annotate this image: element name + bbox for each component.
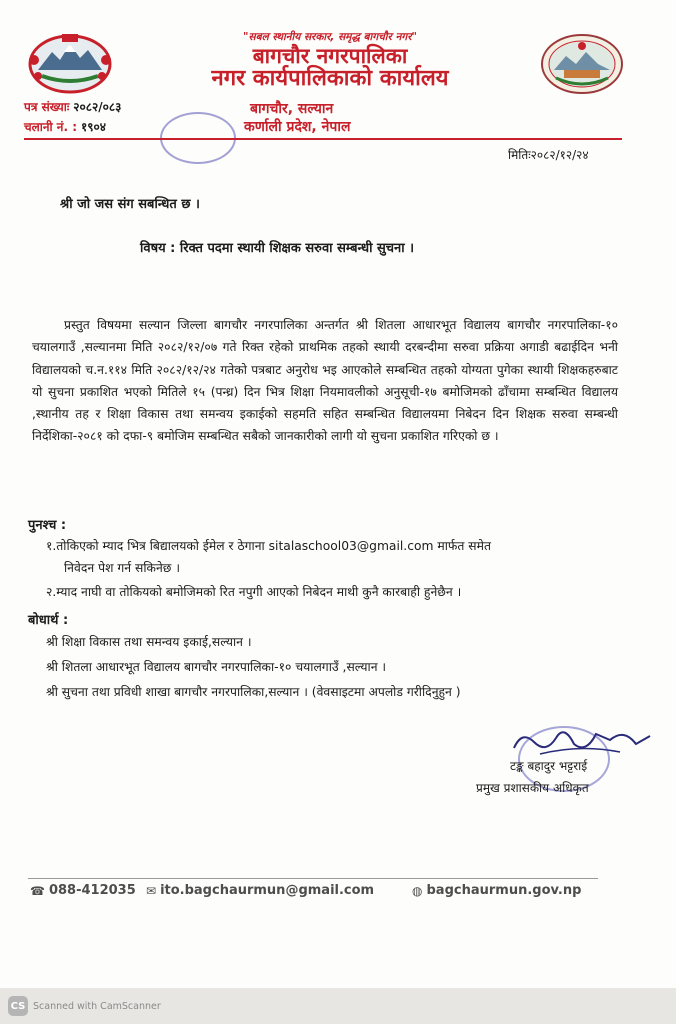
header-divider (24, 138, 622, 140)
footer-website: ◍ bagchaurmun.gov.np (412, 883, 582, 898)
reference-label: पत्र संख्याः (24, 100, 70, 114)
signatory-name: टङ्क बहादुर भट्टराई (510, 759, 588, 773)
reference-value: २०८२/०८३ (73, 100, 122, 114)
cc-label: बोधार्थ : (28, 613, 69, 628)
letter-body-text: प्रस्तुत विषयमा सल्यान जिल्ला बागचौर नगरपालिका अन्तर्गत श्री शितला आधारभूत विद्यालय बागचौर नगरपालिका-१० चयालगाउँ ,सल्यानमा मिति २०८२/१२/०७ गते रिक्त रहेको प्राथमिक तहको स्थायी दरबन्दीमा सरुवा प्रक्रिया अगाडी बढाईदिन भनी विद्यालयको च.न.११४ मिति २०८२/१२/२४ गतेको पत्रबाट अनुरोध भइ आएकोले सम्बन्धित तहको योग्यता पुगेका स्थायी शिक्षकहरुबाट यो सुचना प्रकाशित भएको मितिले १५ (पन्ध्र) दिन भित्र शिक्षा नियमावलीको अनुसूची-१७ बमोजिमको ढाँचामा सम्बन्धित विद्यालय ,स्थानीय तह र शिक्षा विकास तथा समन्वय इकाईको सहमति सहित सम्बन्धित विद्यालयमा निबेदन दिन शिक्षक सरुवा सम्बन्धी निर्देशिका-२०८१ को दफा-९ बमोजिम सम्बन्धित सबैको जानकारीको लागी यो सुचना प्रकाशित गरिएको छ । (32, 318, 618, 444)
cc-item: श्री शिक्षा विकास तथा समन्वय इकाई,सल्यान । (46, 635, 252, 649)
address-line-1: बागचौर, सल्यान (250, 101, 334, 117)
globe-icon: ◍ (412, 883, 423, 898)
dispatch-value: १९०४ (81, 120, 106, 134)
footer-email: ✉ ito.bagchaurmun@gmail.com (146, 883, 375, 898)
header-slogan: "सबल स्थानीय सरकार, समृद्ध बागचौर नगर" (243, 31, 417, 43)
nepal-emblem-icon (24, 30, 116, 94)
address-line-2: कर्णाली प्रदेश, नेपाल (244, 119, 351, 135)
camscanner-logo-icon: CS (8, 996, 28, 1016)
letter-body (32, 314, 618, 448)
camscanner-label: Scanned with CamScanner (33, 1000, 161, 1012)
phone-icon: ☎ (30, 883, 45, 898)
addressee: श्री जो जस संग सबन्धित छ । (60, 197, 200, 212)
cc-item: श्री सुचना तथा प्रविधी शाखा बागचौर नगरपालिका,सल्यान । (वेवसाइटमा अपलोड गरीदिनुहुन ) (46, 685, 461, 699)
footer-divider (28, 878, 598, 879)
signatory-title: प्रमुख प्रशासकीय अधिकृत (476, 781, 589, 795)
postscript-item: २.म्याद नाघी वा तोकियको बमोजिमको रित नपुगी आएको निबेदन माथी कुनै कारबाही हुनेछैन । (46, 585, 462, 599)
reference-number (24, 98, 121, 115)
office-name: नगर कार्यपालिकाको कार्यालय (211, 66, 449, 91)
postscript-item: निवेदन पेश गर्न सकिनेछ । (64, 561, 180, 575)
cc-item: श्री शितला आधारभूत विद्यालय बागचौर नगरपालिका-१० चयालगाउँ ,सल्यान । (46, 660, 387, 674)
camscanner-watermark (8, 996, 161, 1016)
municipality-logo-icon (536, 32, 628, 96)
dispatch-label: चलानी नं. : (24, 120, 78, 134)
postscript-label: पुनश्च : (28, 518, 67, 533)
dispatch-number (24, 118, 106, 135)
postscript-item: १.तोकिएको म्याद भित्र बिद्यालयको ईमेल र ठेगाना sitalaschool03@gmail.com मार्फत समेत (46, 539, 491, 553)
org-name: बागचौर नगरपालिका (252, 44, 408, 68)
footer-phone: ☎ 088-412035 (30, 883, 136, 898)
email-icon: ✉ (146, 883, 157, 898)
subject-line: विषय : रिक्त पदमा स्थायी शिक्षक सरुवा सम्बन्धी सुचना । (140, 241, 415, 256)
letter-date: मितिः२०८२/१२/२४ (508, 148, 589, 162)
